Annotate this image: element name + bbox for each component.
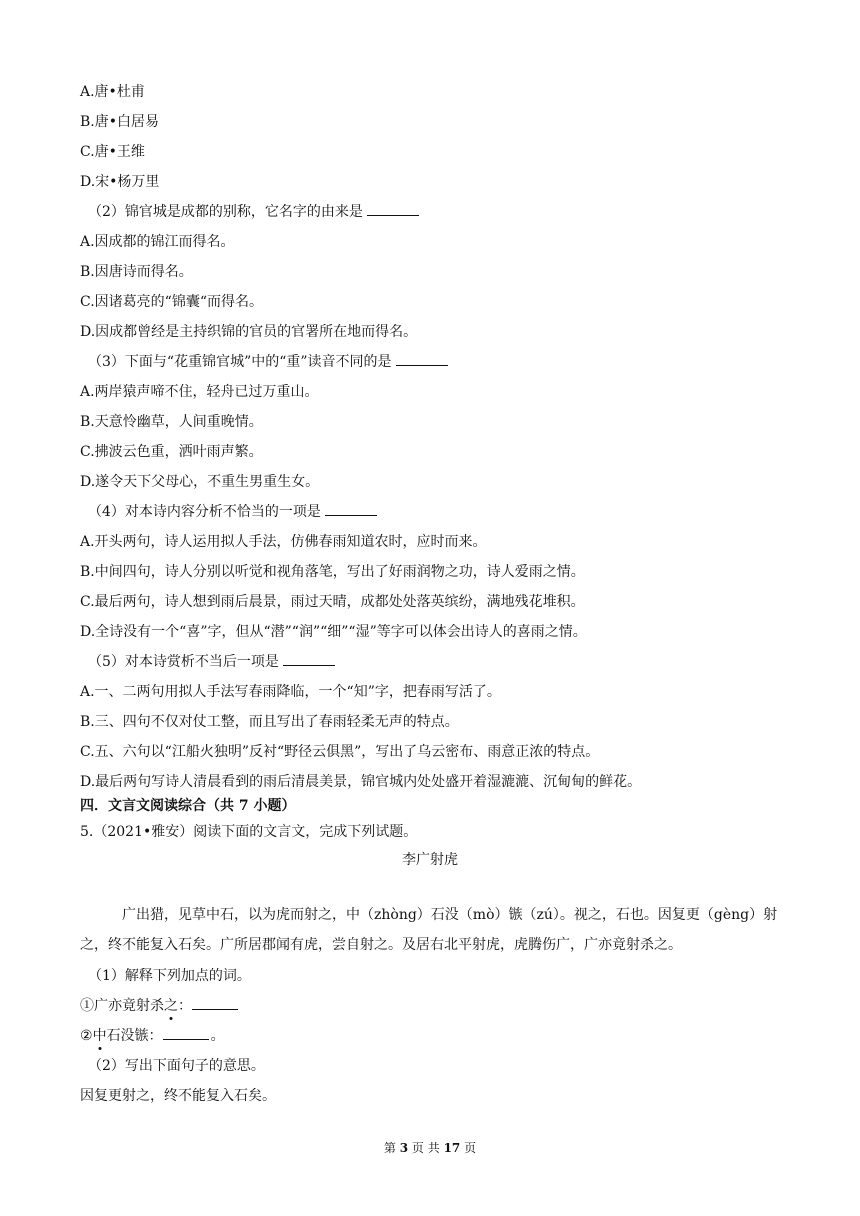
q3-stem-text: （3）下面与“花重锦官城”中的“重”读音不同的是 <box>88 354 392 370</box>
q4-option-b: B.中间四句，诗人分别以听觉和视角落笔，写出了好雨润物之功，诗人爱雨之情。 <box>80 564 585 580</box>
answer-blank <box>396 352 448 366</box>
footer-text: 页 <box>464 1141 477 1155</box>
q2-option-c: C.因诸葛亮的“锦囊“而得名。 <box>80 294 263 310</box>
q1-option-a: A.唐•杜甫 <box>80 84 145 100</box>
q5-option-c: C.五、六句以“江船火独明”反衬“野径云俱黑”，写出了乌云密布、雨意正浓的特点。 <box>80 744 600 760</box>
sub1-stem: （1）解释下列加点的词。 <box>88 968 251 984</box>
answer-blank <box>163 1026 209 1040</box>
passage-title: 李广射虎 <box>402 852 458 868</box>
q3-stem <box>88 352 448 372</box>
q4-option-c: C.最后两句，诗人想到雨后晨景，雨过天晴，成都处处落英缤纷，满地残花堆积。 <box>80 594 585 610</box>
q5-option-a: A.一、二两句用拟人手法写春雨降临，一个“知”字，把春雨写活了。 <box>80 684 501 700</box>
q1-option-d: D.宋•杨万里 <box>80 174 160 190</box>
q3-option-c: C.拂波云色重，洒叶雨声繁。 <box>80 444 263 460</box>
q2-option-d: D.因成都曾经是主持织锦的官员的官署所在地而得名。 <box>80 324 418 340</box>
item1-suffix: ： <box>178 998 192 1014</box>
q2-stem-text: （2）锦官城是成都的别称，它名字的由来是 <box>88 204 363 220</box>
q4-stem <box>88 502 377 522</box>
footer-text: 页 <box>411 1141 424 1155</box>
q2-option-b: B.因唐诗而得名。 <box>80 264 193 280</box>
q4-stem-text: （4）对本诗内容分析不恰当的一项是 <box>88 504 321 520</box>
sub2-sentence: 因复更射之，终不能复入石矣。 <box>80 1088 276 1104</box>
item2-suffix: 石没镞： <box>106 1028 163 1044</box>
q5-option-b: B.三、四句不仅对仗工整，而且写出了春雨轻柔无声的特点。 <box>80 714 459 730</box>
answer-blank <box>283 652 335 666</box>
q4-option-a: A.开头两句，诗人运用拟人手法，仿佛春雨知道农时，应时而来。 <box>80 534 487 550</box>
q3-option-d: D.遂令天下父母心，不重生男重生女。 <box>80 474 320 490</box>
answer-blank <box>192 996 238 1010</box>
sub1-item2 <box>80 1026 225 1046</box>
footer-text: 共 <box>427 1141 440 1155</box>
dotted-word: 中 <box>92 1028 107 1044</box>
q4-option-d: D.全诗没有一个“喜”字，但从“潜”“润”“细”“湿”等字可以体会出诗人的喜雨之情。 <box>80 624 587 640</box>
footer-text: 第 <box>383 1141 396 1155</box>
q1-option-c: C.唐•王维 <box>80 144 145 160</box>
total-pages: 17 <box>443 1141 461 1155</box>
question-intro: 5.（2021•雅安）阅读下面的文言文，完成下列试题。 <box>80 824 418 840</box>
q2-stem <box>88 202 419 222</box>
q5-option-d: D.最后两句写诗人清晨看到的雨后清晨美景，锦官城内处处盛开着湿漉漉、沉甸甸的鲜花。 <box>80 774 642 790</box>
q3-option-b: B.天意怜幽草，人间重晚情。 <box>80 414 263 430</box>
q2-option-a: A.因成都的锦江而得名。 <box>80 234 235 250</box>
item2-end: 。 <box>210 1028 225 1044</box>
passage-text: 广出猎，见草中石，以为虎而射之，中（zhòng）石没（mò）镞（zú）。视之，石也。因复更（gèng）射之，终不能复入石矣。广所居郡闻有虎，尝自射之。及居右北平射虎，虎腾伤广，广亦竟射杀之。 <box>80 907 778 953</box>
sub2-stem: （2）写出下面句子的意思。 <box>88 1058 265 1074</box>
item2-prefix: ② <box>80 1028 93 1044</box>
q1-option-b: B.唐•白居易 <box>80 114 159 130</box>
page-footer <box>0 1140 860 1156</box>
sub1-item1 <box>80 996 240 1016</box>
answer-blank <box>325 502 377 516</box>
q5-stem-text: （5）对本诗赏析不当后一项是 <box>88 654 279 670</box>
q3-option-a: A.两岸猿声啼不住，轻舟已过万重山。 <box>80 384 319 400</box>
dotted-word: 之 <box>164 998 178 1014</box>
section-heading: 四．文言文阅读综合（共 7 小题） <box>80 798 296 814</box>
answer-blank <box>367 202 419 216</box>
q5-stem <box>88 652 335 672</box>
page-number: 3 <box>399 1141 409 1155</box>
item1-prefix: ①广亦竟射杀 <box>80 998 164 1014</box>
